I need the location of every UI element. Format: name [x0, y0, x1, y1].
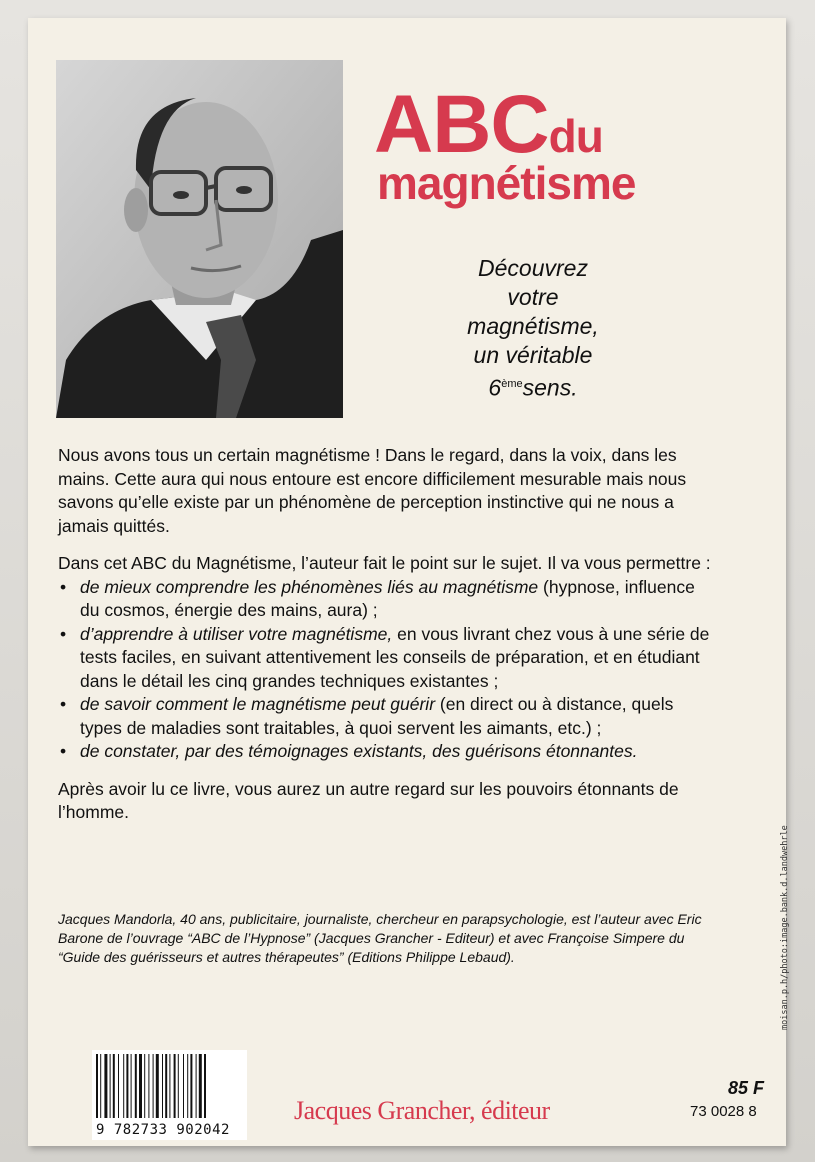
blurb-paragraph-1: Nous avons tous un certain magnétisme ! Dans le regard, dans la voix, dans les mains. Cette aura qui nous entoure est encore difficilement mesurable mais nous savons qu’elle existe par un phénomène de perception instinctive qui ne nous a jamais quittés.	[58, 445, 687, 536]
list-item	[58, 693, 718, 740]
book-back-cover	[28, 18, 790, 1146]
barcode-bar	[100, 1054, 101, 1118]
tagline-superscript: ème	[501, 378, 523, 390]
barcode-bar	[178, 1054, 179, 1118]
barcode-bar	[190, 1054, 192, 1118]
blurb	[58, 444, 718, 839]
barcode-bars	[92, 1050, 247, 1120]
title-magnetisme: magnétisme	[377, 157, 636, 209]
bullet-icon: •	[60, 694, 67, 714]
barcode-bar	[123, 1054, 124, 1118]
barcode-bar	[96, 1054, 98, 1118]
catalog-code: 73 0028 8	[690, 1103, 757, 1120]
publisher-name: Jacques Grancher, éditeur	[294, 1096, 550, 1125]
barcode	[92, 1050, 247, 1140]
benefit-list	[58, 576, 718, 764]
barcode-bar	[104, 1054, 107, 1118]
list-item-emphasis: d’apprendre à utiliser votre magnétisme,	[80, 623, 393, 644]
barcode-bar	[187, 1054, 188, 1118]
list-item	[58, 576, 718, 623]
barcode-bar	[135, 1054, 137, 1118]
list-item-text: (en direct ou à distance, quels types de maladies sont traitables, à quoi servent les aimants, etc.) ;	[80, 694, 674, 738]
title-du: du	[548, 110, 603, 162]
tagline-line: magnétisme,	[467, 313, 599, 339]
tagline-line: votre	[507, 284, 559, 310]
barcode-bar	[144, 1054, 145, 1118]
barcode-bar	[110, 1054, 111, 1118]
list-item-emphasis: de constater, par des témoignages existants, des guérisons étonnantes.	[80, 741, 638, 761]
barcode-bar	[139, 1054, 142, 1118]
blurb-paragraph-2: Dans cet ABC du Magnétisme, l’auteur fait le point sur le sujet. Il va vous permettre :	[58, 553, 711, 573]
barcode-bar	[162, 1054, 163, 1118]
barcode-bar	[165, 1054, 167, 1118]
barcode-bar	[183, 1054, 184, 1118]
barcode-bar	[126, 1054, 128, 1118]
title-abc: ABC	[374, 79, 549, 170]
isbn-number: 9 782733 902042	[96, 1122, 230, 1138]
list-item	[58, 623, 718, 694]
author-photo	[56, 60, 343, 418]
barcode-bar	[153, 1054, 154, 1118]
author-bio: Jacques Mandorla, 40 ans, publicitaire, journaliste, chercheur en parapsychologie, est l’auteur avec Eric Barone de l’ouvrage “ABC de l’Hypnose” (Jacques Grancher - Editeur) et avec Françoise Simpere du “Guide des guérisseurs et autres thérapeutes” (Editions Philippe Lebaud).	[58, 911, 702, 965]
barcode-bar	[113, 1054, 115, 1118]
book-title	[374, 79, 754, 209]
tagline-line: un véritable	[473, 342, 593, 368]
tagline-line: Découvrez	[478, 255, 588, 281]
tagline	[428, 254, 638, 403]
list-item-emphasis: de savoir comment le magnétisme peut guérir	[80, 694, 436, 714]
barcode-bar	[118, 1054, 119, 1118]
list-item-emphasis: de mieux comprendre les phénomènes liés au magnétisme	[80, 576, 539, 597]
bullet-icon: •	[60, 741, 67, 761]
barcode-bar	[169, 1054, 170, 1118]
list-item-text: (hypnose, influence du cosmos, énergie des mains, aura) ;	[80, 576, 695, 620]
barcode-bar	[156, 1054, 159, 1118]
barcode-bar	[148, 1054, 149, 1118]
list-item	[58, 740, 718, 764]
barcode-bar	[174, 1054, 176, 1118]
barcode-bar	[196, 1054, 197, 1118]
barcode-bar	[204, 1054, 206, 1118]
list-item-text: en vous livrant chez vous à une série de tests faciles, en suivant attentivement les conseils de préparation, et en étudiant dans le détail les cinq grandes techniques existantes ;	[80, 623, 710, 691]
barcode-bar	[131, 1054, 132, 1118]
tagline-line	[428, 370, 638, 403]
barcode-bar	[199, 1054, 202, 1118]
blurb-paragraph-3: Après avoir lu ce livre, vous aurez un autre regard sur les pouvoirs étonnants de l’homme.	[58, 778, 679, 822]
photo-credit: moisan.p.h/photo:image.bank.d.landwehrle	[780, 825, 790, 1030]
tagline-number: 6	[488, 374, 502, 401]
price: 85 F	[728, 1078, 765, 1098]
tagline-word: sens.	[522, 374, 578, 401]
bullet-icon: •	[60, 576, 67, 597]
bullet-icon: •	[60, 623, 67, 644]
